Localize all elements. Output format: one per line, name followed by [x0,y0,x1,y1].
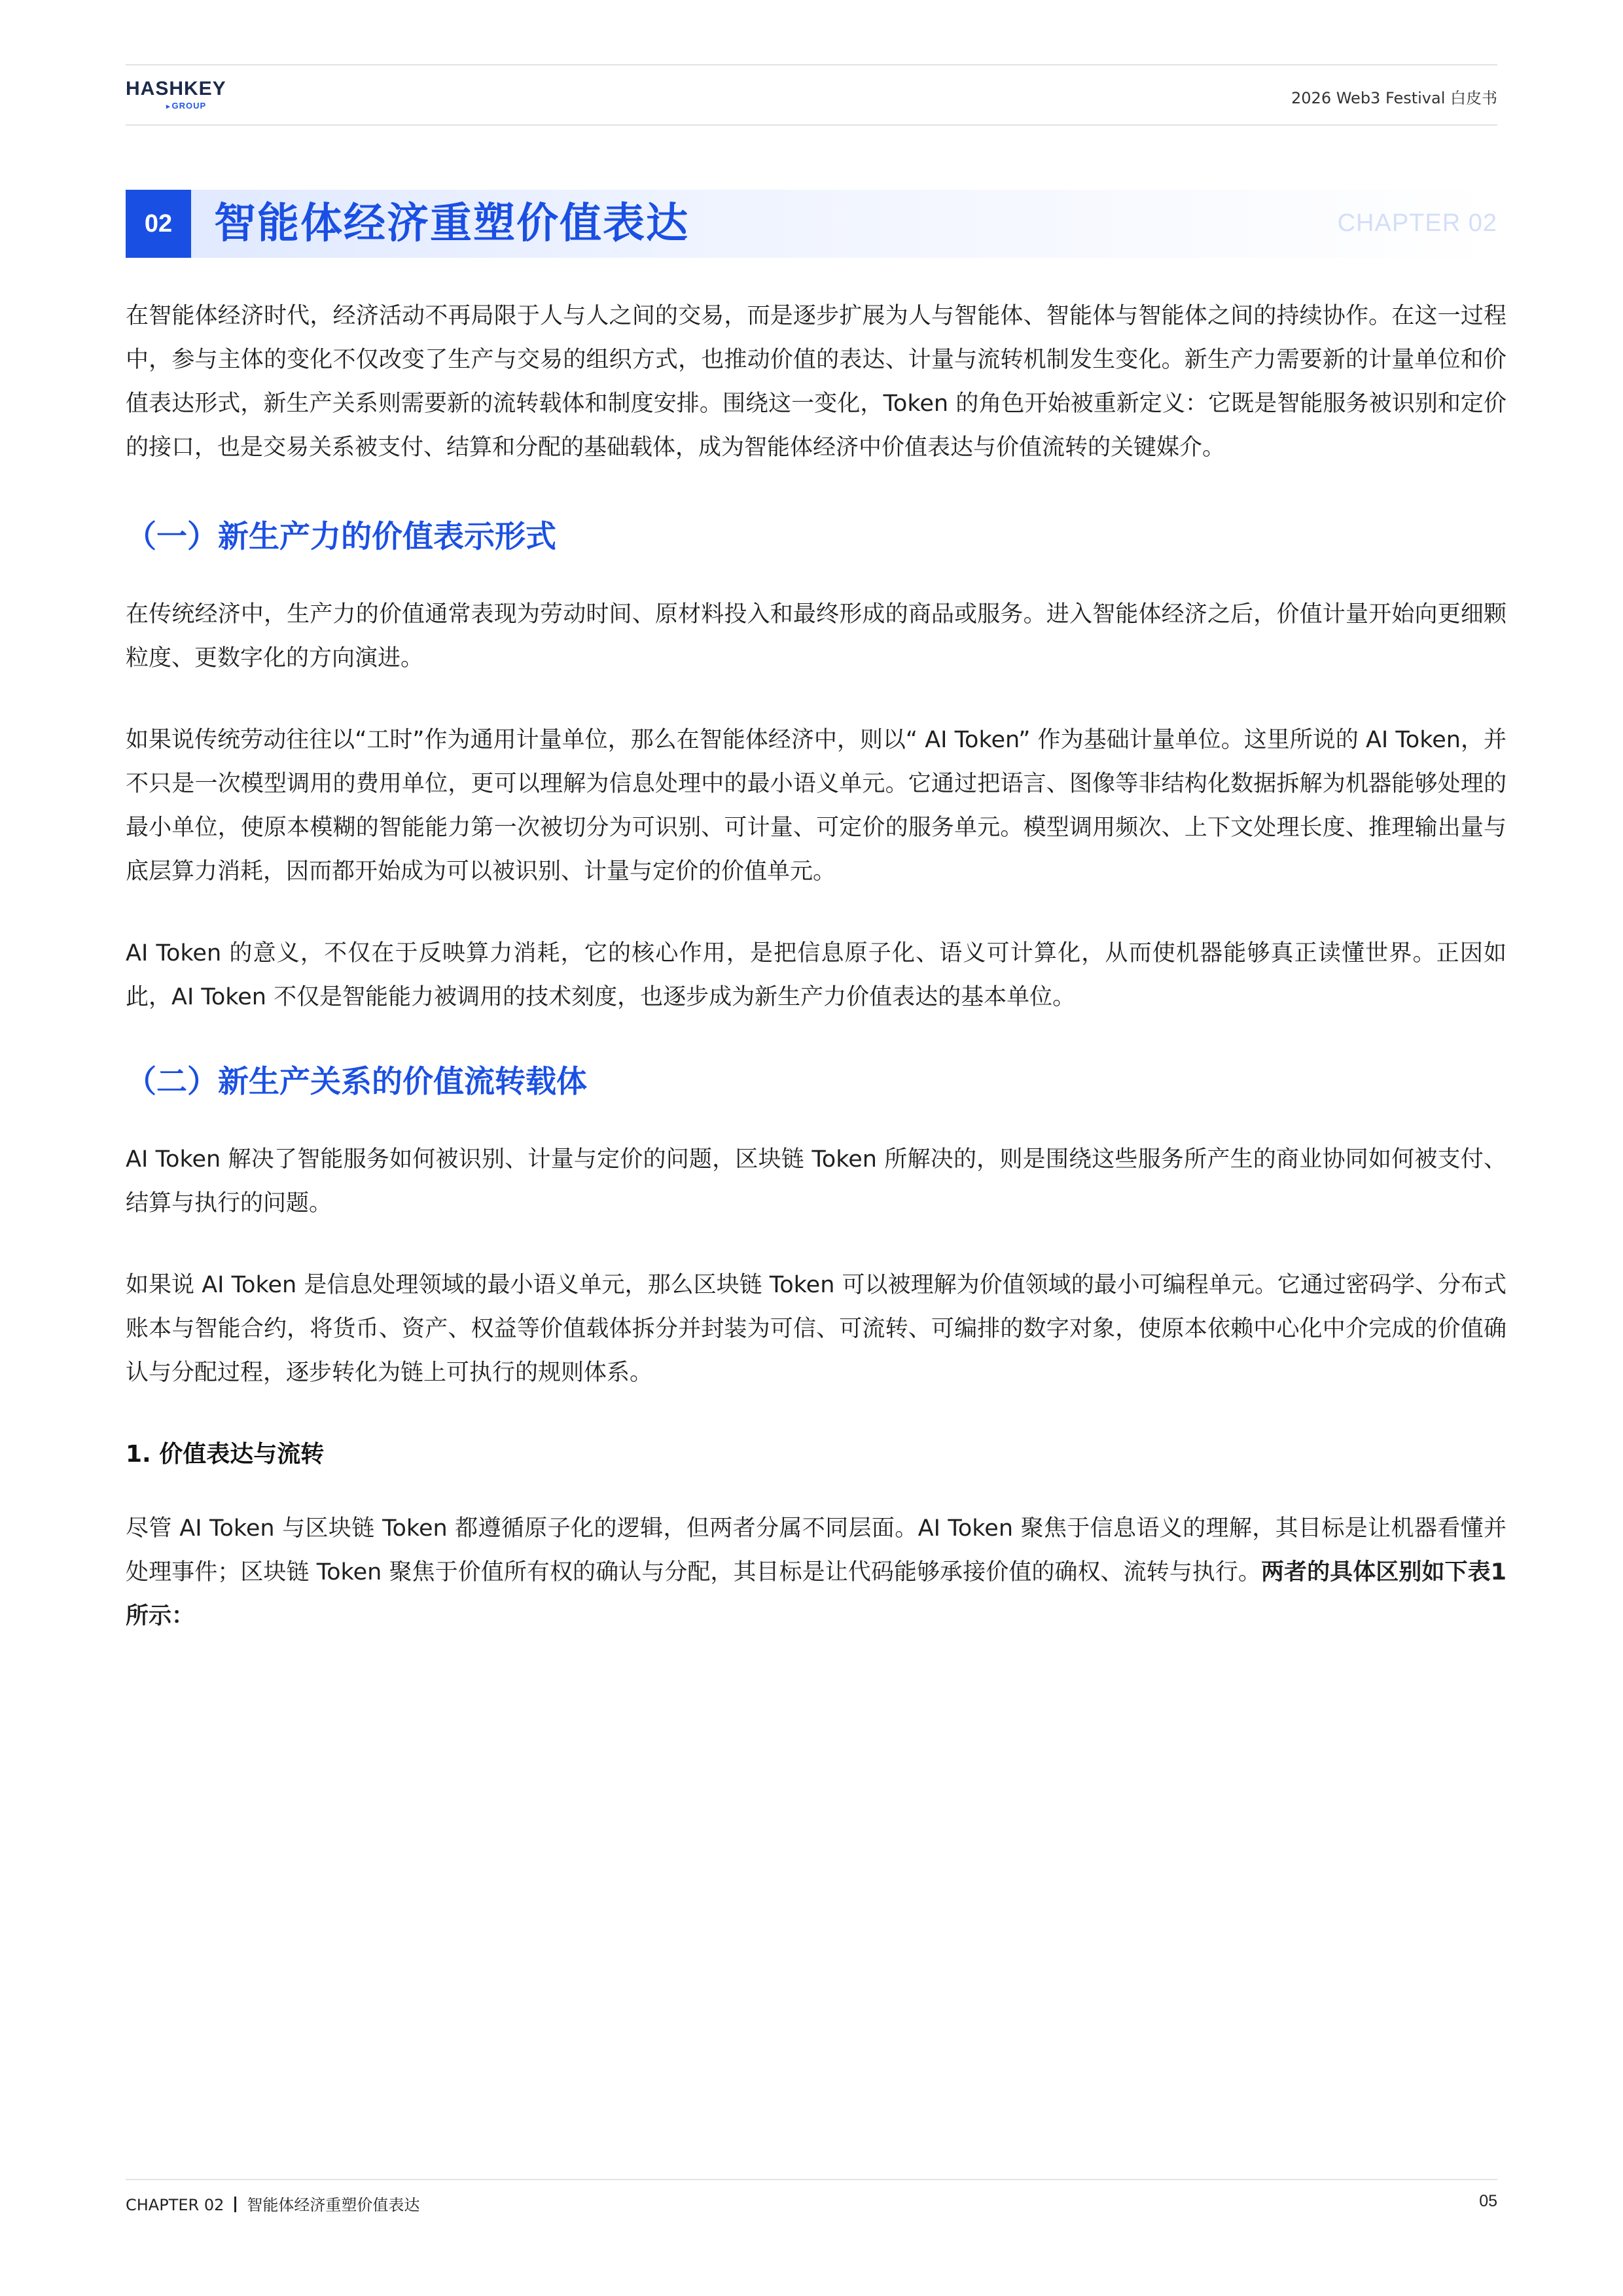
chapter-title: 智能体经济重塑价值表达 [214,200,689,248]
section-heading-2: （二）新生产关系的价值流转载体 [126,1064,587,1100]
page-body [126,294,1507,1638]
section-heading-1: （一）新生产力的价值表示形式 [126,519,556,555]
footer-divider [126,2179,1497,2180]
footer-chapter-label: CHAPTER 02 [126,2196,224,2214]
footer-chapter-title: 智能体经济重塑价值表达 [247,2196,420,2214]
section2-paragraph-2: 如果说 AI Token 是信息处理领域的最小语义单元，那么区块链 Token 可以被理解为价值领域的最小可编程单元。它通过密码学、分布式账本与智能合约，将货币、资产、权益等价值载体拆分并封装为可信、可流转、可编排的数字对象，使原本依赖中心化中介完成的价值确认与分配过程，逐步转化为链上可执行的规则体系。 [126,1272,1507,1386]
chapter-banner [126,190,1497,258]
chapter-number-badge: 02 [126,190,191,258]
chapter-label-en: CHAPTER 02 [1337,209,1497,237]
footer-chapter [126,2192,419,2215]
section1-paragraph-2: 如果说传统劳动往往以“工时”作为通用计量单位，那么在智能体经济中，则以“ AI Token” 作为基础计量单位。这里所说的 AI Token，并不只是一次模型调用的费用单位，更可以理解为信息处理中的最小语义单元。它通过把语言、图像等非结构化数据拆解为机器能够处理的最小单位，使原本模糊的智能能力第一次被切分为可识别、可计量、可定价的服务单元。模型调用频次、上下文处理长度、推理输出量与底层算力消耗，因而都开始成为可以被识别、计量与定价的价值单元。 [126,727,1507,885]
subsection-heading-1: 1. 价值表达与流转 [126,1441,325,1468]
company-logo [126,79,224,115]
header-top-divider [126,64,1497,65]
intro-paragraph: 在智能体经济时代，经济活动不再局限于人与人之间的交易，而是逐步扩展为人与智能体、智能体与智能体之间的持续协作。在这一过程中，参与主体的变化不仅改变了生产与交易的组织方式，也推动价值的表达、计量与流转机制发生变化。新生产力需要新的计量单位和价值表达形式，新生产关系则需要新的流转载体和制度安排。围绕这一变化，Token 的角色开始被重新定义：它既是智能服务被识别和定价的接口，也是交易关系被支付、结算和分配的基础载体，成为智能体经济中价值表达与价值流转的关键媒介。 [126,303,1507,461]
logo-wordmark: HASHKEY [126,78,226,99]
subsection1-paragraph-1 [126,1507,1507,1638]
footer-separator [234,2197,236,2212]
subsection1-text: 尽管 AI Token 与区块链 Token 都遵循原子化的逻辑，但两者分属不同层面。AI Token 聚焦于信息语义的理解，其目标是让机器看懂并处理事件；区块链 Token 聚焦于价值所有权的确认与分配，其目标是让代码能够承接价值的确权、流转与执行。 [126,1515,1507,1585]
header-bottom-divider [126,124,1497,126]
section1-paragraph-1: 在传统经济中，生产力的价值通常表现为劳动时间、原材料投入和最终形成的商品或服务。进入智能体经济之后，价值计量开始向更细颗粒度、更数字化的方向演进。 [126,601,1507,671]
document-title: 2026 Web3 Festival 白皮书 [1291,89,1497,107]
page-number: 05 [1479,2192,1497,2210]
section1-paragraph-3: AI Token 的意义，不仅在于反映算力消耗，它的核心作用，是把信息原子化、语义可计算化，从而使机器能够真正读懂世界。正因如此，AI Token 不仅是智能能力被调用的技术刻度，也逐步成为新生产力价值表达的基本单位。 [126,940,1507,1010]
logo-subtitle: ▸ GROUP [166,101,206,111]
section2-paragraph-1: AI Token 解决了智能服务如何被识别、计量与定价的问题，区块链 Token 所解决的，则是围绕这些服务所产生的商业协同如何被支付、结算与执行的问题。 [126,1146,1507,1216]
subsection1-bold-text: 两者的具体区别如下表1所示： [126,1559,1507,1629]
